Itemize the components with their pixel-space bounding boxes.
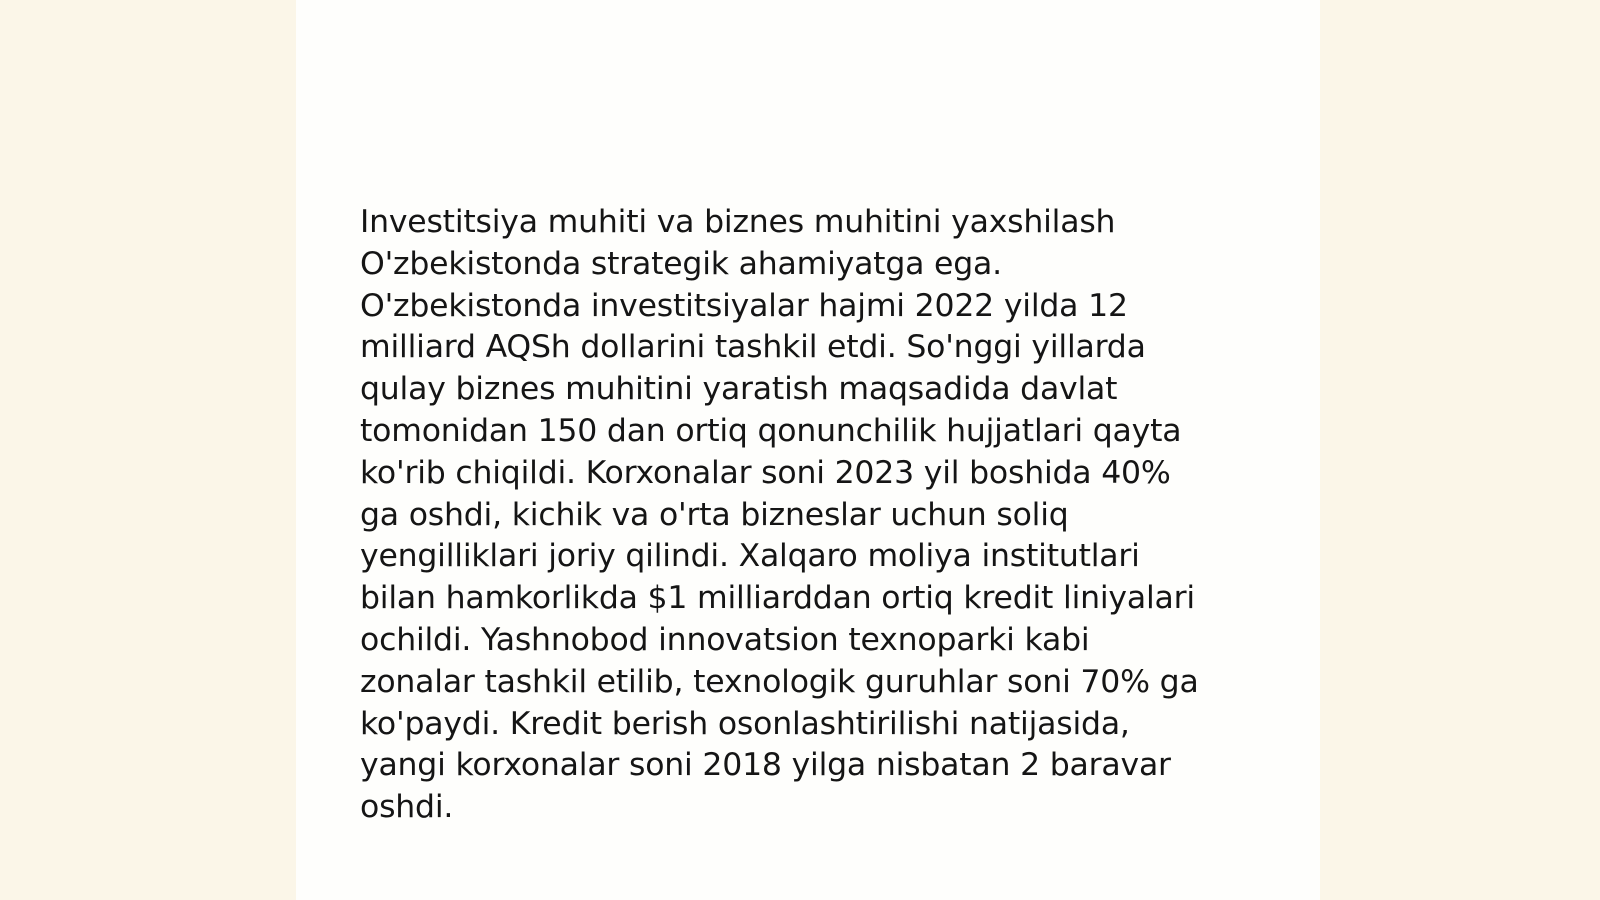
paragraph-line: ko'rib chiqildi. Korxonalar soni 2023 yil boshida 40% [360,454,1171,491]
paragraph-line: milliard AQSh dollarini tashkil etdi. So'nggi yillarda [360,329,1146,366]
paragraph-line: ochildi. Yashnobod innovatsion texnoparki kabi [360,621,1090,658]
body-paragraph [360,202,1250,829]
paragraph-line: qulay biznes muhitini yaratish maqsadida davlat [360,371,1118,408]
paragraph-line: bilan hamkorlikda $1 milliarddan ortiq kredit liniyalari [360,580,1195,617]
document-page [296,0,1320,900]
paragraph-line: ko'paydi. Kredit berish osonlashtirilishi natijasida, [360,705,1130,742]
paragraph-line: yangi korxonalar soni 2018 yilga nisbatan 2 baravar [360,747,1171,784]
paragraph-line: zonalar tashkil etilib, texnologik guruhlar soni 70% ga [360,663,1199,700]
paragraph-line: ga oshdi, kichik va o'rta bizneslar uchun soliq [360,496,1069,533]
paragraph-line: Investitsiya muhiti va biznes muhitini yaxshilash [360,204,1116,240]
paragraph-line: O'zbekistonda investitsiyalar hajmi 2022 yilda 12 [360,287,1128,324]
paragraph-line: yengilliklari joriy qilindi. Xalqaro moliya institutlari [360,538,1140,575]
paragraph-line: O'zbekistonda strategik ahamiyatga ega. [360,245,1002,282]
paragraph-line: tomonidan 150 dan ortiq qonunchilik hujjatlari qayta [360,412,1182,449]
paragraph-line: oshdi. [360,789,454,826]
